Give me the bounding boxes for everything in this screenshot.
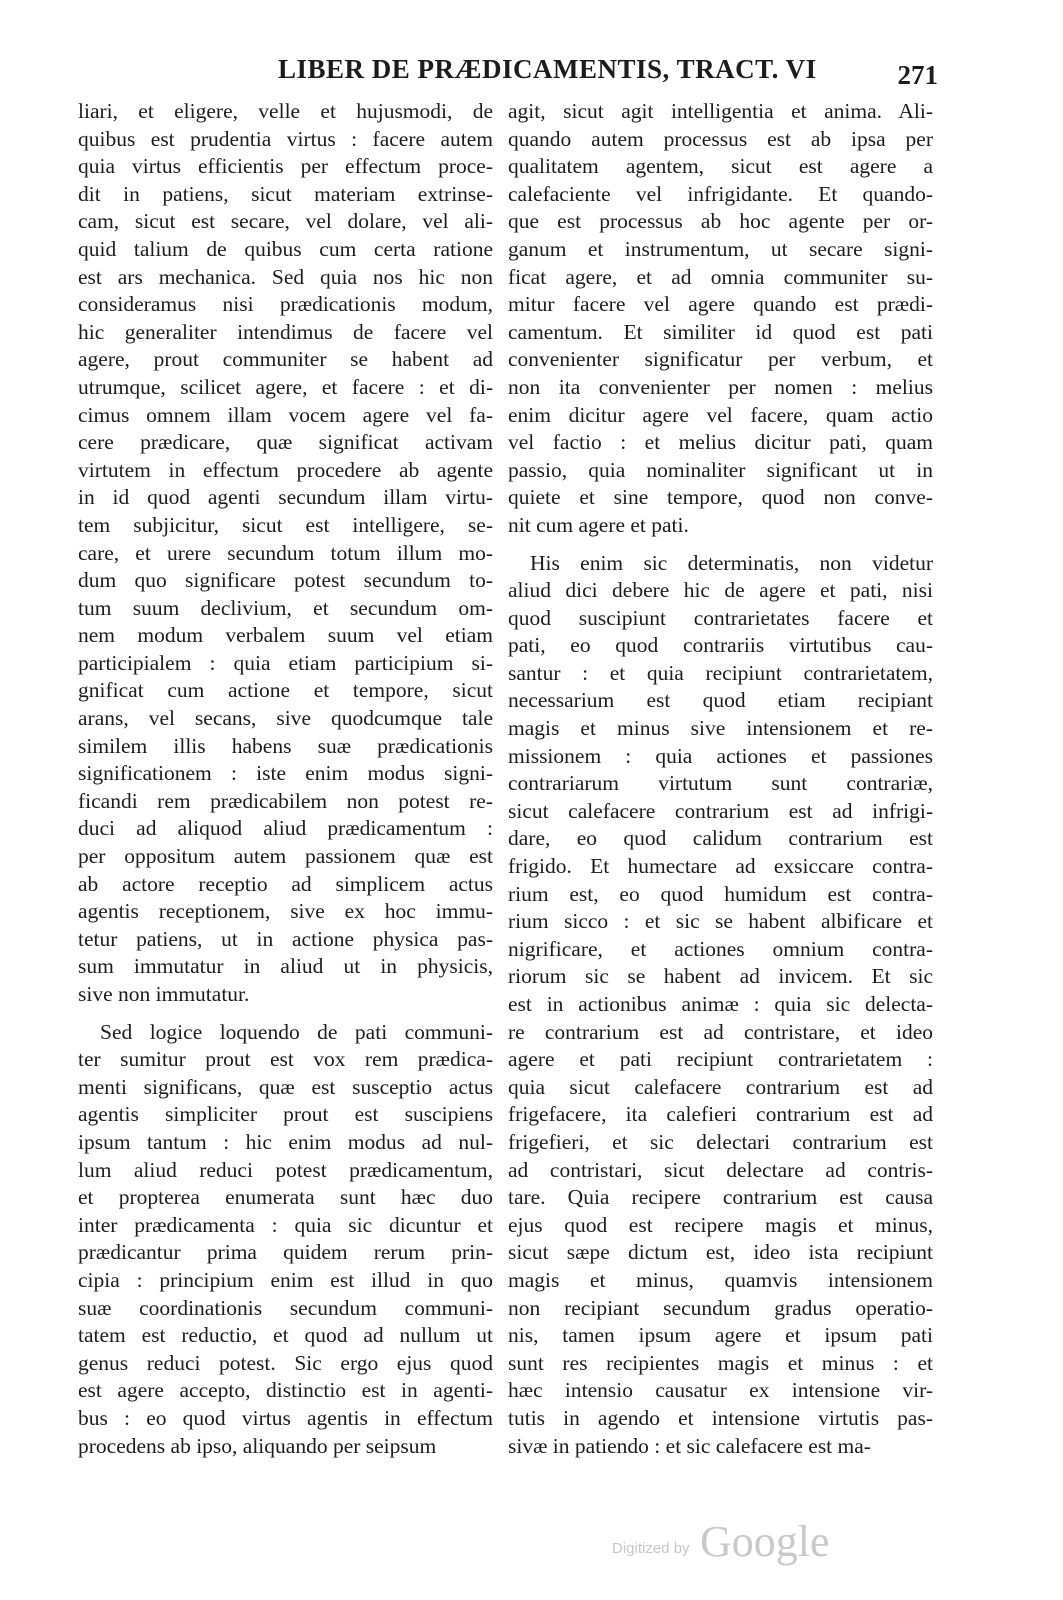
text-line: santur : et quia recipiunt contrarietatem,	[508, 660, 933, 685]
text-line: sunt res recipientes magis et minus : et	[508, 1350, 933, 1375]
text-line: pati, eo quod contrariis virtutibus cau-	[508, 633, 933, 658]
text-line: sivæ in patiendo : et sic calefacere est ma-	[508, 1433, 871, 1458]
text-line: liari, et eligere, velle et hujusmodi, de	[78, 99, 493, 123]
text-line: et propterea enumerata sunt hæc duo	[78, 1185, 493, 1210]
text-line: frigido. Et humectare ad exsiccare contra-	[508, 854, 933, 879]
text-line: camentum. Et similiter id quod est pati	[508, 319, 933, 344]
text-line: arans, vel secans, sive quodcumque tale	[78, 706, 493, 731]
text-line: tutis in agendo et intensione virtutis pas-	[508, 1405, 933, 1430]
text-line: magis et minus sive intensionem et re-	[508, 716, 933, 741]
text-line: bus : eo quod virtus agentis in effectum	[78, 1405, 493, 1430]
text-line: tem subjicitur, sicut est intelligere, se-	[78, 512, 493, 537]
text-line: necessarium est quod etiam recipiant	[508, 688, 933, 713]
text-line: dum quo significare potest secundum to-	[78, 568, 493, 593]
text-line: participialem : quia etiam participium si-	[78, 650, 493, 675]
text-line: tetur patiens, ut in actione physica pas-	[78, 926, 493, 951]
text-line: quibus est prudentia virtus : facere autem	[78, 126, 493, 151]
text-line: aliud dici debere hic de agere et pati, nisi	[508, 578, 933, 603]
text-line: qualitatem agentem, sicut est agere a	[508, 154, 933, 179]
text-line: lum aliud reduci potest prædicamentum,	[78, 1157, 493, 1182]
text-line: non recipiant secundum gradus operatio-	[508, 1295, 933, 1320]
text-line: consideramus nisi prædicationis modum,	[78, 292, 493, 317]
right-paragraph-1	[508, 98, 933, 540]
google-logo: Google	[700, 1517, 830, 1566]
text-line: cimus omnem illam vocem agere vel fa-	[78, 402, 493, 427]
text-line: magis et minus, quamvis intensionem	[508, 1267, 933, 1292]
text-line: enim dicitur agere vel facere, quam actio	[508, 402, 933, 427]
text-line: re contrarium est ad contristare, et ideo	[508, 1019, 933, 1044]
text-line: hæc intensio causatur ex intensione vir-	[508, 1378, 933, 1403]
text-line: care, et urere secundum totum illum mo-	[78, 540, 493, 565]
text-line: ejus quod est recipere magis et minus,	[508, 1212, 933, 1237]
text-line: prædicantur prima quidem rerum prin-	[78, 1240, 493, 1265]
text-line: significationem : iste enim modus signi-	[78, 761, 493, 786]
text-line: hic generaliter intendimus de facere vel	[78, 319, 493, 344]
text-line: cam, sicut est secare, vel dolare, vel ali-	[78, 209, 493, 234]
digitized-by-label: Digitized by	[612, 1540, 690, 1557]
text-line: dit in patiens, sicut materiam extrinse-	[78, 181, 493, 206]
text-line: suæ coordinationis secundum communi-	[78, 1295, 493, 1320]
text-line: genus reduci potest. Sic ergo ejus quod	[78, 1350, 493, 1375]
text-line: nis, tamen ipsum agere et ipsum pati	[508, 1323, 933, 1348]
right-paragraph-2	[508, 550, 933, 1461]
text-line: quia sicut calefacere contrarium est ad	[508, 1074, 933, 1099]
text-line: ficandi rem prædicabilem non potest re-	[78, 788, 493, 813]
text-line: tatem est reductio, et quod ad nullum ut	[78, 1323, 493, 1348]
text-line: duci ad aliquod aliud prædicamentum :	[78, 816, 493, 841]
text-line: ficat agere, et ad omnia communiter su-	[508, 264, 933, 289]
running-title: LIBER DE PRÆDICAMENTIS, TRACT. VI	[278, 54, 817, 84]
text-line: agere, prout communiter se habent ad	[78, 347, 493, 372]
text-line: in id quod agenti secundum illam virtu-	[78, 485, 493, 510]
text-line: utrumque, scilicet agere, et facere : et di-	[78, 374, 493, 399]
text-line: quia virtus efficientis per effectum proce-	[78, 154, 493, 179]
text-line: calefaciente vel infrigidante. Et quando-	[508, 181, 933, 206]
text-line: que est processus ab hoc agente per or-	[508, 209, 933, 234]
text-line: ipsum tantum : hic enim modus ad nul-	[78, 1129, 493, 1154]
text-line: Sed logice loquendo de pati communi-	[100, 1019, 493, 1044]
text-line: rium est, eo quod humidum est contra-	[508, 881, 933, 906]
text-line: missionem : quia actiones et passiones	[508, 743, 933, 768]
text-line: mitur facere vel agere quando est prædi-	[508, 292, 933, 317]
text-line: agere et pati recipiunt contrarietatem :	[508, 1047, 933, 1072]
text-line: rium sicco : et sic se habent albificare et	[508, 909, 933, 934]
left-column	[78, 98, 493, 1470]
text-line: ganum et instrumentum, ut secare signi-	[508, 236, 933, 261]
text-line: est agere accepto, distinctio est in agenti-	[78, 1378, 493, 1403]
text-line: tare. Quia recipere contrarium est causa	[508, 1185, 933, 1210]
text-line: quod suscipiunt contrarietates facere et	[508, 605, 933, 630]
text-line: per oppositum autem passionem quæ est	[78, 844, 493, 869]
text-line: ter sumitur prout est vox rem prædica-	[78, 1047, 493, 1072]
text-line: sicut sæpe dictum est, ideo ista recipiunt	[508, 1240, 933, 1265]
text-line: cere prædicare, quæ significat activam	[78, 430, 493, 455]
text-line: gnificat cum actione et tempore, sicut	[78, 678, 493, 703]
text-line: sive non immutatur.	[78, 982, 250, 1006]
text-line: tum suum declivium, et secundum om-	[78, 595, 493, 620]
text-line: convenienter significatur per verbum, et	[508, 347, 933, 372]
text-line: contrariarum virtutum sunt contrariæ,	[508, 771, 933, 796]
text-line: sicut calefacere contrarium est ad infrigi-	[508, 798, 933, 823]
text-line: nem modum verbalem suum vel etiam	[78, 623, 493, 648]
text-line: est in actionibus animæ : quia sic delecta-	[508, 992, 933, 1016]
right-column	[508, 98, 933, 1470]
text-line: inter prædicamenta : quia sic dicuntur et	[78, 1212, 493, 1237]
text-line: menti significans, quæ est susceptio actus	[78, 1074, 493, 1099]
text-line: ad contristari, sicut delectare ad contris-	[508, 1157, 933, 1182]
page-number: 271	[897, 60, 938, 90]
text-line: est ars mechanica. Sed quia nos hic non	[78, 264, 493, 289]
text-line: nit cum agere et pati.	[508, 512, 689, 537]
running-header	[78, 48, 938, 88]
text-line: quiete et sine tempore, quod non conve-	[508, 485, 933, 510]
text-line: sum immutatur in aliud ut in physicis,	[78, 954, 493, 979]
text-line: passio, quia nominaliter significant ut in	[508, 457, 933, 482]
text-line: vel factio : et melius dicitur pati, quam	[508, 430, 933, 455]
text-line: nigrificare, et actiones omnium contra-	[508, 936, 933, 961]
text-line: frigefieri, et sic delectari contrarium est	[508, 1129, 933, 1154]
text-line: non ita convenienter per nomen : melius	[508, 374, 933, 399]
left-paragraph-1	[78, 98, 493, 1009]
text-line: cipia : principium enim est illud in quo	[78, 1267, 493, 1292]
text-line: procedens ab ipso, aliquando per seipsum	[78, 1433, 437, 1458]
text-line: virtutem in effectum procedere ab agente	[78, 457, 493, 482]
text-line: ab actore receptio ad simplicem actus	[78, 871, 493, 896]
text-line: His enim sic determinatis, non videtur	[530, 550, 933, 575]
text-line: agentis receptionem, sive ex hoc immu-	[78, 899, 493, 924]
text-line: riorum sic se habent ad invicem. Et sic	[508, 964, 933, 989]
text-line: frigefacere, ita calefieri contrarium est ad	[508, 1102, 933, 1127]
text-line: quid talium de quibus cum certa ratione	[78, 236, 493, 261]
text-line: agentis simpliciter prout est suscipiens	[78, 1102, 493, 1127]
text-line: agit, sicut agit intelligentia et anima. Ali-	[508, 99, 933, 123]
text-line: dare, eo quod calidum contrarium est	[508, 826, 933, 851]
text-line: quando autem processus est ab ipsa per	[508, 126, 933, 151]
left-paragraph-2	[78, 1019, 493, 1461]
text-line: similem illis habens suæ prædicationis	[78, 733, 493, 758]
digitization-watermark	[612, 1518, 872, 1568]
